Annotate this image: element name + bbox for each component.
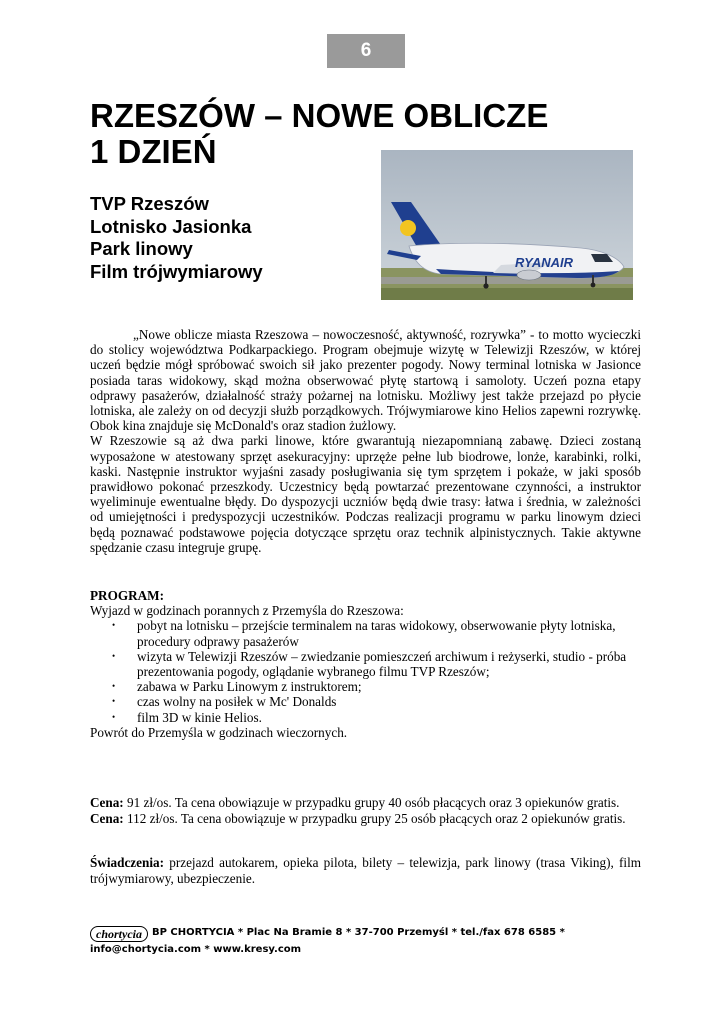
- highlight-item: Film trójwymiarowy: [90, 260, 263, 282]
- title-line-2: 1 DZIEŃ: [90, 133, 217, 170]
- price-amount: 112: [127, 811, 147, 826]
- highlight-item: Lotnisko Jasionka: [90, 215, 252, 237]
- highlight-item: Park linowy: [90, 238, 193, 259]
- harp-logo: [400, 220, 416, 236]
- services-section: [90, 855, 641, 887]
- bullet-icon: •: [112, 681, 116, 692]
- program-item: • pobyt na lotnisku – przejście terminalem na taras widokowy, obserwowanie płyty lotniska, procedury odprawy pasażerów: [112, 618, 616, 649]
- services-label: Świadczenia:: [90, 855, 164, 870]
- description-paragraph: W Rzeszowie są aż dwa parki linowe, które gwarantują niezapomnianą zabawę. Dzieci zostaną wyposażone w atestowany sprzęt asekuracyjny: uprzęże pełne lub biodrowe, lonże, karabinki, rolki, kaski. Następnie instruktor wyjaśni zasady posługiwania się tym sprzętem i pokaże, w jaki sposób prawidłowo pokonać przeszkody. Uczestnicy będą powtarzać prezentowane czynności, a instruktor wyeliminuje ewentualne błędy. Do dyspozycji uczniów będą dwie trasy: łatwa i średnia, w zależności od umiejętności i predyspozycji uczestników. Podczas realizacji programu w parku linowym dzieci będą poznawać podstawowe pojęcia dotyczące sprzętu oraz technik alpinistycznych. Takie aktywne spędzanie czasu integruje grupę.: [90, 433, 641, 555]
- company-logo: chortycia: [90, 926, 148, 942]
- description-paragraph: „Nowe oblicze miasta Rzeszowa – nowoczesność, aktywność, rozrywka” - to motto wycieczki do stolicy województwa Podkarpackiego. Program obejmuje wizytę w Telewizji Rzeszów, w której uczeń będzie mógł spróbować swoich sił jako prezenter pogody. Nowy terminal lotniska w Jasionce posiada taras widokowy, skąd można obserwować płytę startową i samoloty. Uczeń pozna etapy odprawy pasażerów, działalność straży pożarnej na lotnisku. Możliwy jest także przejazd po płycie lotniska, ale zależy on od decyzji służb porządkowych. Trójwymiarowe kino Helios zapewni rozrywkę. Obok kina znajduje się McDonald's oraz stadion żużlowy.: [90, 327, 641, 434]
- program-item: • film 3D w kinie Helios.: [112, 709, 262, 725]
- airline-logo-text: RYANAIR: [514, 255, 574, 270]
- bullet-icon: •: [112, 620, 116, 631]
- nose-gear: [591, 283, 596, 288]
- landing-gear: [483, 283, 488, 288]
- trip-highlights: [90, 193, 263, 283]
- runway: [381, 277, 633, 284]
- program-item: • zabawa w Parku Linowym z instruktorem;: [112, 679, 362, 695]
- program-intro: Wyjazd w godzinach porannych z Przemyśla do Rzeszowa:: [90, 603, 404, 619]
- title-line-1: RZESZÓW – NOWE OBLICZE: [90, 97, 549, 134]
- bullet-icon: •: [112, 650, 116, 661]
- program-section: [90, 588, 641, 740]
- highlight-item: TVP Rzeszów: [90, 193, 209, 214]
- price-text: zł/os. Ta cena obowiązuje w przypadku grupy 40 osób płacących oraz 3 opiekunów gratis.: [140, 795, 620, 810]
- services-text: przejazd autokarem, opieka pilota, bilety – telewizja, park linowy (trasa Viking), film trójwymiarowy, ubezpieczenie.: [90, 855, 641, 886]
- page-number: 6: [327, 34, 405, 68]
- bullet-icon: •: [112, 696, 116, 707]
- program-item: • czas wolny na posiłek w Mc' Donalds: [112, 694, 337, 710]
- price-label: Cena:: [90, 811, 124, 826]
- bullet-icon: •: [112, 711, 116, 722]
- program-heading: PROGRAM:: [90, 588, 164, 603]
- price-label: Cena:: [90, 795, 124, 810]
- engine: [517, 270, 541, 280]
- prices-section: [90, 795, 641, 827]
- trip-description: [90, 327, 641, 555]
- program-list: [90, 618, 641, 724]
- airplane-illustration: [381, 150, 633, 300]
- price-amount: 91: [127, 795, 141, 810]
- price-line: [90, 811, 641, 827]
- program-outro: Powrót do Przemyśla w godzinach wieczornych.: [90, 724, 348, 740]
- footer-contact: BP CHORTYCIA * Plac Na Bramie 8 * 37-700 Przemyśl * tel./fax 678 6585 * info@chortycia.com * www.kresy.com: [90, 927, 565, 955]
- price-text: zł/os. Ta cena obowiązuje w przypadku grupy 25 osób płacących oraz 2 opiekunów gratis.: [146, 811, 626, 826]
- program-item: • wizyta w Telewizji Rzeszów – zwiedzanie pomieszczeń archiwum i reżyserki, studio - próba prezentowania pogody, oglądanie wybranego filmu TVP Rzeszów;: [112, 648, 627, 680]
- footer: [90, 925, 641, 958]
- airplane-photo: [381, 150, 633, 300]
- price-line: [90, 795, 641, 811]
